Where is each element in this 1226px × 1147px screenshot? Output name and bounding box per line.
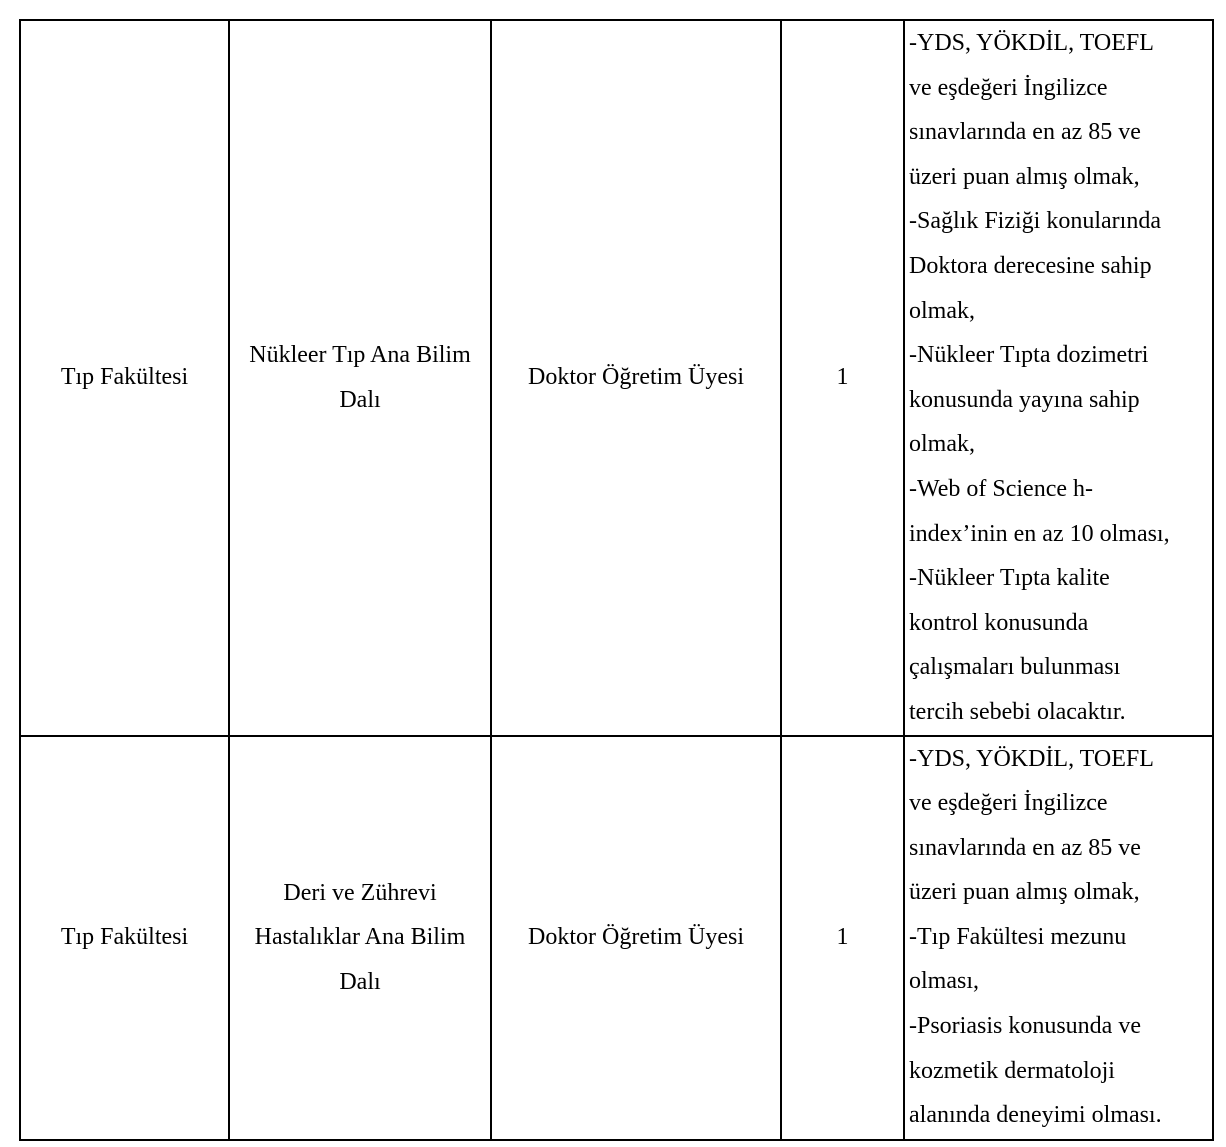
requirement-line: ve eşdeğeri İngilizce	[909, 74, 1108, 101]
requirement-line: üzeri puan almış olmak,	[909, 163, 1140, 190]
table-row	[20, 736, 1213, 1140]
requirement-line: sınavlarında en az 85 ve	[909, 119, 1141, 146]
requirement-line: alanında deneyimi olması.	[909, 1102, 1162, 1129]
title-cell	[491, 20, 781, 736]
requirement-line: konusunda yayına sahip	[909, 386, 1140, 413]
requirement-line: tercih sebebi olacaktır.	[909, 698, 1126, 725]
requirement-line: üzeri puan almış olmak,	[909, 879, 1140, 906]
faculty-text: Tıp Fakültesi	[60, 924, 189, 951]
requirement-line: -Sağlık Fiziği konularında	[909, 208, 1161, 235]
requirements-cell	[904, 736, 1213, 1140]
requirement-line: sınavlarında en az 85 ve	[909, 834, 1141, 861]
requirement-line: çalışmaları bulunması	[909, 654, 1121, 681]
requirement-line: olmak,	[909, 431, 975, 458]
requirement-line: -YDS, YÖKDİL, TOEFL	[909, 30, 1154, 56]
requirement-line: -YDS, YÖKDİL, TOEFL	[909, 745, 1154, 772]
requirement-line: -Tıp Fakültesi mezunu	[909, 923, 1127, 950]
positions-document	[19, 19, 1212, 1141]
title-text: Doktor Öğretim Üyesi	[528, 364, 744, 391]
faculty-cell	[20, 20, 229, 736]
count-text: 1	[836, 924, 849, 951]
requirement-line: -Nükleer Tıpta kalite	[909, 565, 1110, 592]
requirements-cell	[904, 20, 1213, 736]
positions-table	[19, 19, 1214, 1141]
faculty-cell	[20, 736, 229, 1140]
department-cell	[229, 20, 491, 736]
requirement-line: index’inin en az 10 olması,	[909, 520, 1170, 547]
count-text: 1	[836, 364, 849, 391]
count-cell	[781, 736, 904, 1140]
requirement-line: olmak,	[909, 297, 975, 324]
requirement-line: kontrol konusunda	[909, 609, 1089, 636]
requirement-line: -Psoriasis konusunda ve	[909, 1013, 1141, 1040]
requirement-line: kozmetik dermatoloji	[909, 1057, 1115, 1084]
requirement-line: Doktora derecesine sahip	[909, 252, 1152, 279]
department-text: Nükleer Tıp Ana Bilim Dalı	[249, 342, 471, 413]
requirement-line: olması,	[909, 968, 979, 995]
department-text: Deri ve Zührevi Hastalıklar Ana Bilim Dalı	[254, 879, 466, 995]
requirement-line: -Nükleer Tıpta dozimetri	[909, 342, 1149, 369]
table-row	[20, 20, 1213, 736]
requirement-line: ve eşdeğeri İngilizce	[909, 790, 1108, 817]
department-cell	[229, 736, 491, 1140]
requirement-line: -Web of Science h-	[909, 475, 1093, 502]
title-cell	[491, 736, 781, 1140]
count-cell	[781, 20, 904, 736]
faculty-text: Tıp Fakültesi	[60, 364, 189, 391]
title-text: Doktor Öğretim Üyesi	[528, 924, 744, 951]
